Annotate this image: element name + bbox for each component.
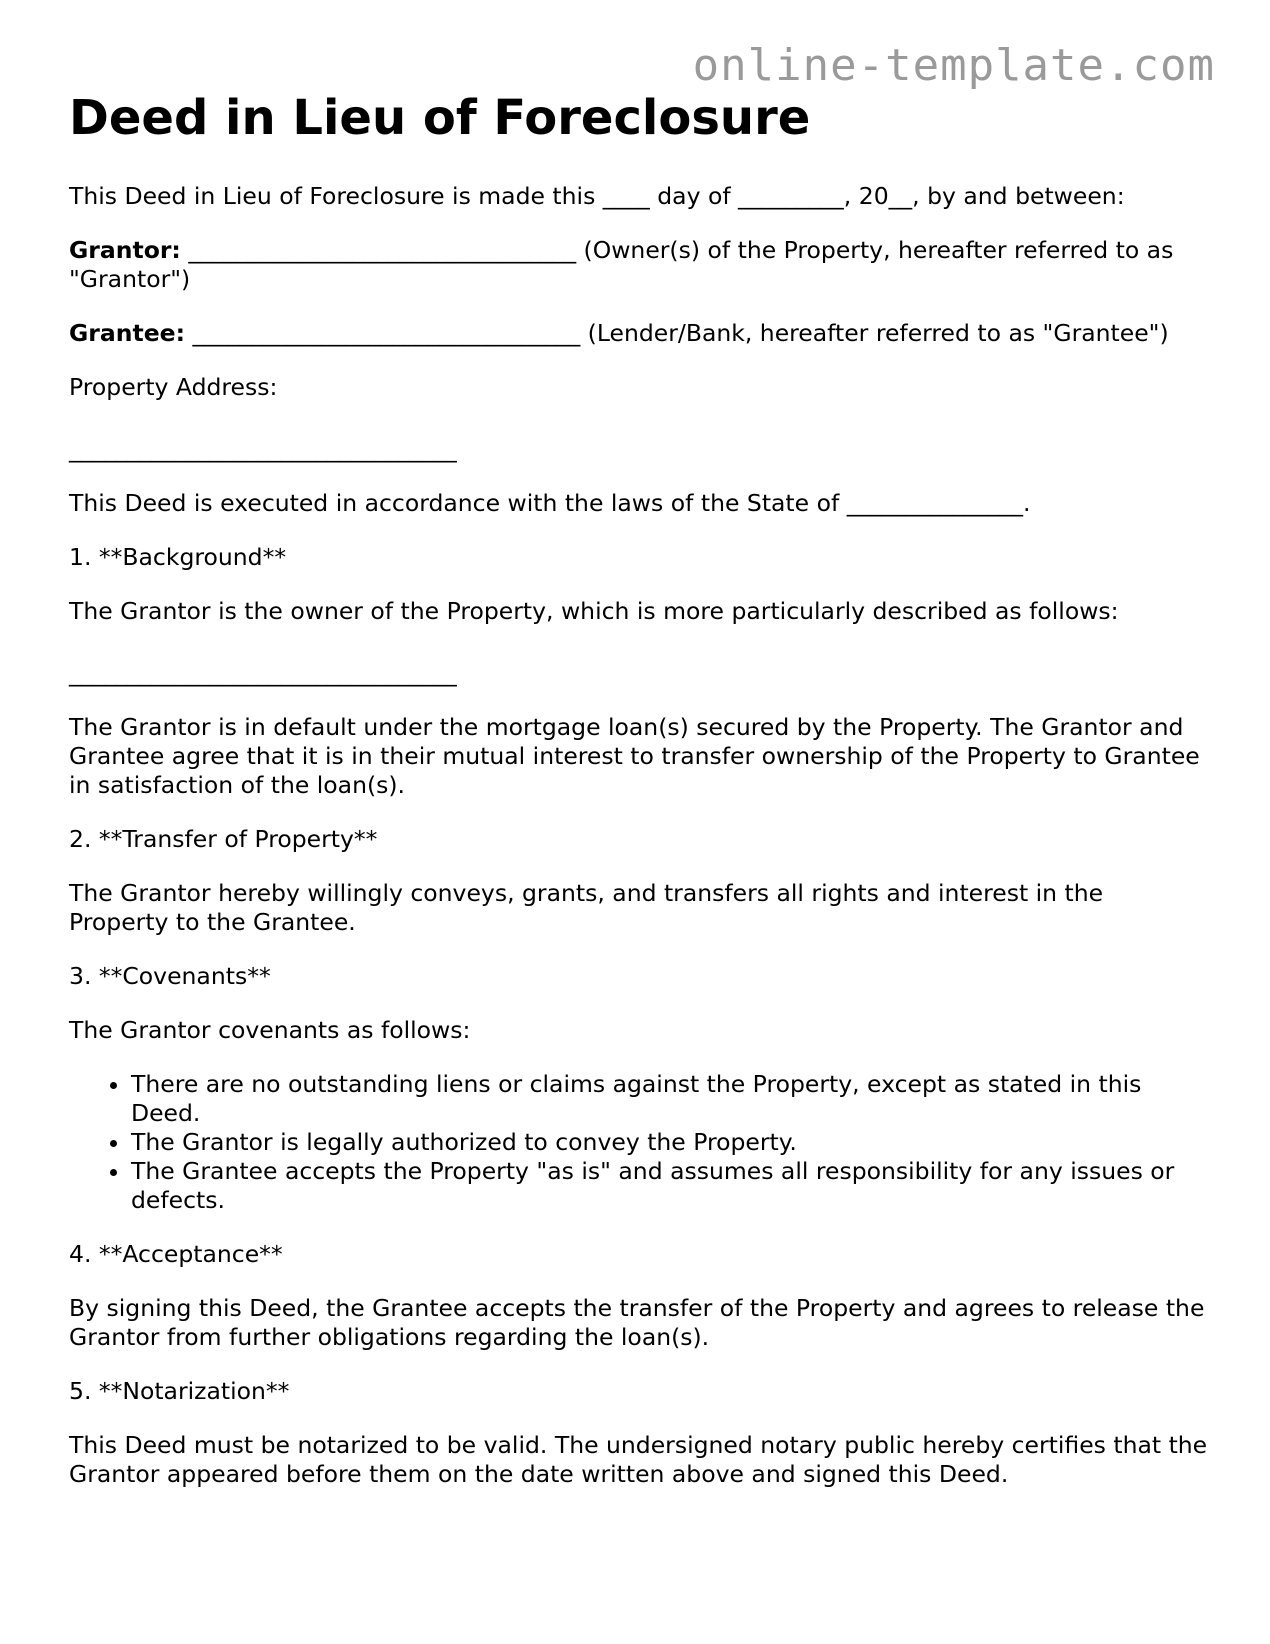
property-address-label: Property Address: [69,373,278,401]
covenants-paragraph: The Grantor covenants as follows: [69,1016,471,1044]
section-heading-transfer: 2. **Transfer of Property** [69,825,378,853]
grantor-line [69,236,1209,294]
grantee-text: _________________________________ (Lender/Bank, hereafter referred to as "Grantee") [184,319,1169,347]
grantee-label: Grantee: [69,319,185,347]
notarization-paragraph: This Deed must be notarized to be valid. The undersigned notary public hereby certifies that the Grantor appeared before them on the date written above and signed this Deed. [69,1431,1215,1488]
section-heading-acceptance: 4. **Acceptance** [69,1240,283,1268]
watermark: online-template.com [692,40,1215,91]
list-item: • The Grantee accepts the Property "as is" and assumes all responsibility for any issues or defects. [131,1157,1209,1215]
property-description-blank: _________________________________ [69,659,457,687]
list-item: • The Grantor is legally authorized to convey the Property. [131,1128,1209,1157]
transfer-paragraph: The Grantor hereby willingly conveys, grants, and transfers all rights and interest in the Property to the Grantee. [69,879,1111,936]
covenants-list [69,1070,1209,1215]
document-title: Deed in Lieu of Foreclosure [69,90,811,146]
section-heading-covenants: 3. **Covenants** [69,962,271,990]
background-paragraph-2: The Grantor is in default under the mortgage loan(s) secured by the Property. The Grantor and Grantee agree that it is in their mutual interest to transfer ownership of the Property to Grantee in satisfaction of the loan(s). [69,713,1208,799]
acceptance-paragraph: By signing this Deed, the Grantee accepts the transfer of the Property and agrees to release the Grantor from further obligations regarding the loan(s). [69,1294,1212,1351]
state-clause: This Deed is executed in accordance with the laws of the State of _______________. [69,489,1031,517]
grantor-label: Grantor: [69,236,181,264]
list-item: • There are no outstanding liens or claims against the Property, except as stated in this Deed. [131,1070,1209,1128]
intro-paragraph: This Deed in Lieu of Foreclosure is made this ____ day of _________, 20__, by and between: [69,182,1125,210]
section-heading-background: 1. **Background** [69,543,287,571]
document [69,86,1215,1514]
section-heading-notarization: 5. **Notarization** [69,1377,290,1405]
grantee-line [69,319,1209,348]
property-address-blank: _________________________________ [69,435,457,463]
background-paragraph-1: The Grantor is the owner of the Property, which is more particularly described as follows: [69,597,1119,625]
grantor-text: _________________________________ (Owner(s) of the Property, hereafter referred to as "Grantor") [69,236,1181,293]
